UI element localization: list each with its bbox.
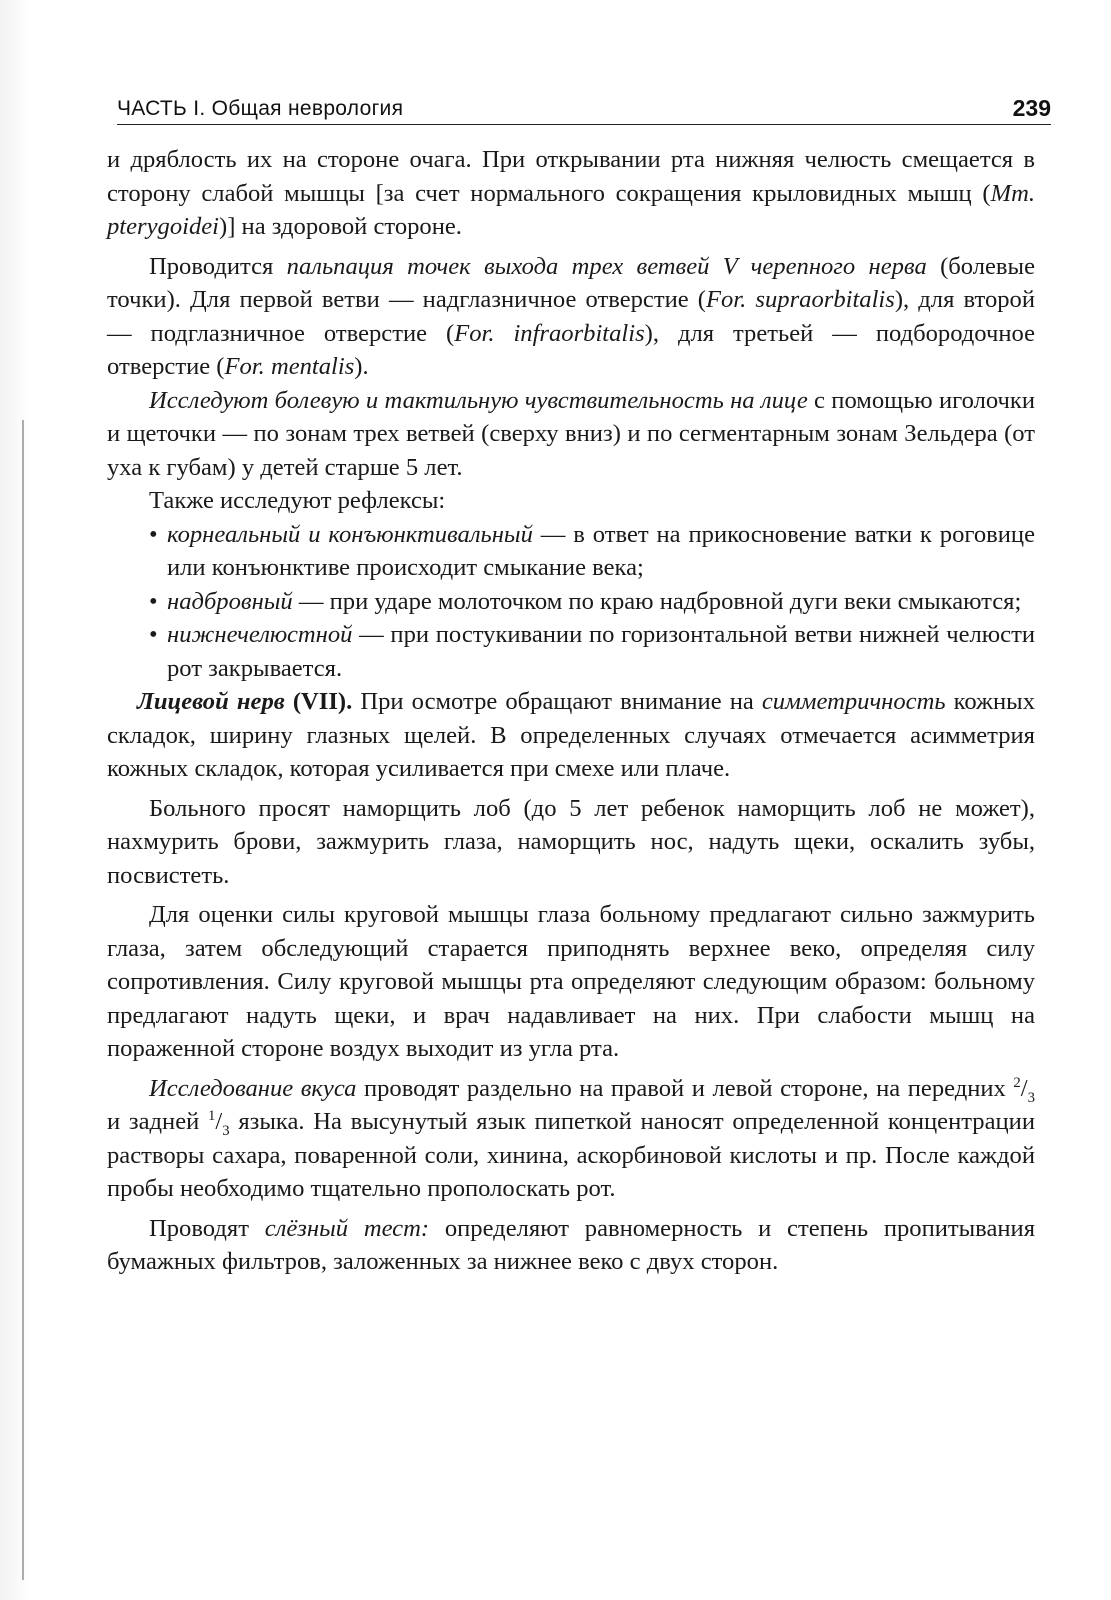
bullet-icon: • bbox=[149, 587, 158, 615]
paragraph-muscle-strength: Для оценки силы круговой мышцы глаза больному предлагают сильно зажмурить глаза, затем обследующий старается приподнять верхнее веко, определяя силу сопротивления. Силу круговой мышцы рта определяют следующим образом: больному предлагают надуть щеки, и врач надавливает на них. При слабости мышц на пораженной стороне воздух выходит из угла рта. bbox=[107, 901, 1035, 1062]
paragraph-jaw-deviation: и дряблость их на стороне очага. При открывании рта нижняя челюсть смещается в сторону слабой мышцы [за счет нормального сокращения крыловидных мышц (Mm. pterygoidei)] на здоровой стороне. bbox=[107, 146, 1035, 240]
scan-binding-shadow bbox=[22, 420, 24, 1580]
paragraph-reflexes-intro: Также исследуют рефлексы: bbox=[149, 487, 446, 514]
page-number: 239 bbox=[1012, 95, 1051, 121]
paragraph-tear-test: Проводят слёзный тест: определяют равномерность и степень пропитывания бумажных фильтров, заложенных за нижнее веко с двух сторон. bbox=[107, 1214, 1036, 1275]
paragraph-sensitivity: Исследуют болевую и тактильную чувствительность на лице с помощью иголочки и щеточки — по зонам трех ветвей (сверху вниз) и по сегментарным зонам Зельдера (от уха к губам) у детей старше 5 лет. bbox=[107, 386, 1035, 481]
page-header bbox=[117, 88, 1051, 125]
running-title: ЧАСТЬ I. Общая неврология bbox=[117, 97, 404, 120]
bullet-icon: • bbox=[149, 520, 158, 548]
paragraph-palpation: Проводится пальпация точек выхода трех ветвей V черепного нерва (болевые точки). Для первой ветви — надглазничное отверстие (For. supraorbitalis), для второй — подглазничное отверстие (For. infraorbitalis), для третьей — подбородочное отверстие (For. mentalis). bbox=[107, 252, 1035, 380]
paragraph-taste: Исследование вкуса проводят раздельно на правой и левой стороне, на передних $^2/_3$ и задней $^1/_3$ языка. На высунутый язык пипеткой наносят определенной концентрации растворы сахара, поваренной соли, хинина, аскорбиновой кислоты и пр. После каждой пробы необходимо тщательно прополоскать рот. bbox=[107, 1074, 1035, 1202]
paragraph-facial-nerve: Лицевой нерв (VII). При осмотре обращают внимание на симметричность кожных складок, ширину глазных щелей. В определенных случаях отмечается асимметрия кожных складок, которая усиливается при смехе или плаче. bbox=[107, 688, 1035, 782]
page-body bbox=[107, 143, 1035, 1279]
scan-binding-edge bbox=[0, 0, 30, 1600]
paragraph-facial-tasks: Больного просят наморщить лоб (до 5 лет ребенок наморщить лоб не может), нахмурить брови, зажмурить глаза, наморщить нос, надуть щеки, оскалить зубы, посвистеть. bbox=[107, 794, 1035, 889]
reflex-list bbox=[107, 518, 1035, 686]
bullet-icon: • bbox=[149, 621, 158, 648]
list-item: • нижнечелюстной — при постукивании по горизонтальной ветви нижней челюсти рот закрывается. bbox=[107, 618, 1035, 685]
list-item: • корнеальный и конъюнктивальный — в ответ на прикосновение ватки к роговице или конъюнктиве происходит смыкание века; bbox=[107, 518, 1035, 585]
list-item: • надбровный — при ударе молоточком по краю надбровной дуги веки смыкаются; bbox=[107, 585, 1035, 619]
